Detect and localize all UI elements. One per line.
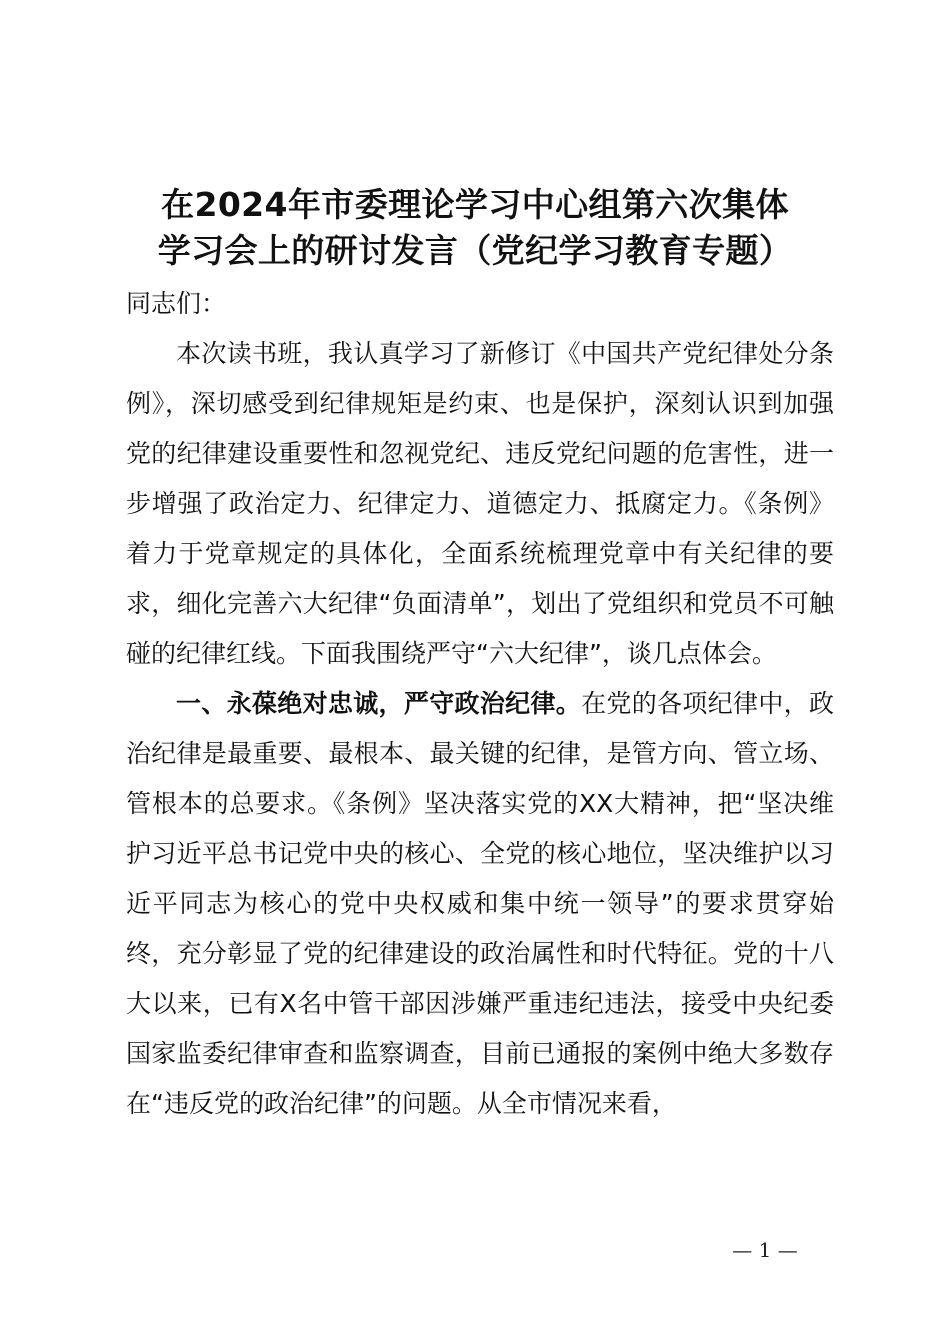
- section-1-text: 在党的各项纪律中，政治纪律是最重要、最根本、最关键的纪律，是管方向、管立场、管根本的总要求。《条例》坚决落实党的XX大精神，把“坚决维护习近平总书记党中央的核心、全党的核心地位，坚决维护以习近平同志为核心的党中央权威和集中统一领导”的要求贯穿始终，充分彰显了党的纪律建设的政治属性和时代特征。党的十八大以来，已有X名中管干部因涉嫌严重违纪违法，接受中央纪委国家监委纪律审查和监察调查，目前已通报的案例中绝大多数存在“违反党的政治纪律”的问题。从全市情况来看，: [126, 689, 834, 1118]
- document-body: [126, 279, 834, 1129]
- title-line-2: 学习会上的研讨发言（党纪学习教育专题）: [157, 231, 793, 270]
- section-1-heading: 一、永葆绝对忠诚，严守政治纪律。: [176, 689, 582, 718]
- document-title: [118, 182, 832, 274]
- greeting: 同志们：: [126, 289, 227, 318]
- paragraph-section-1: [126, 679, 834, 1129]
- paragraph-intro: 本次读书班，我认真学习了新修订《中国共产党纪律处分条例》，深切感受到纪律规矩是约束、也是保护，深刻认识到加强党的纪律建设重要性和忽视党纪、违反党纪问题的危害性，进一步增强了政治定力、纪律定力、道德定力、抵腐定力。《条例》着力于党章规定的具体化，全面系统梳理党章中有关纪律的要求，细化完善六大纪律“负面清单”，划出了党组织和党员不可触碰的纪律红线。下面我围绕严守“六大纪律”，谈几点体会。: [126, 339, 834, 668]
- page-number: — 1 —: [732, 1238, 798, 1262]
- title-line-1: 在2024年市委理论学习中心组第六次集体: [161, 185, 789, 224]
